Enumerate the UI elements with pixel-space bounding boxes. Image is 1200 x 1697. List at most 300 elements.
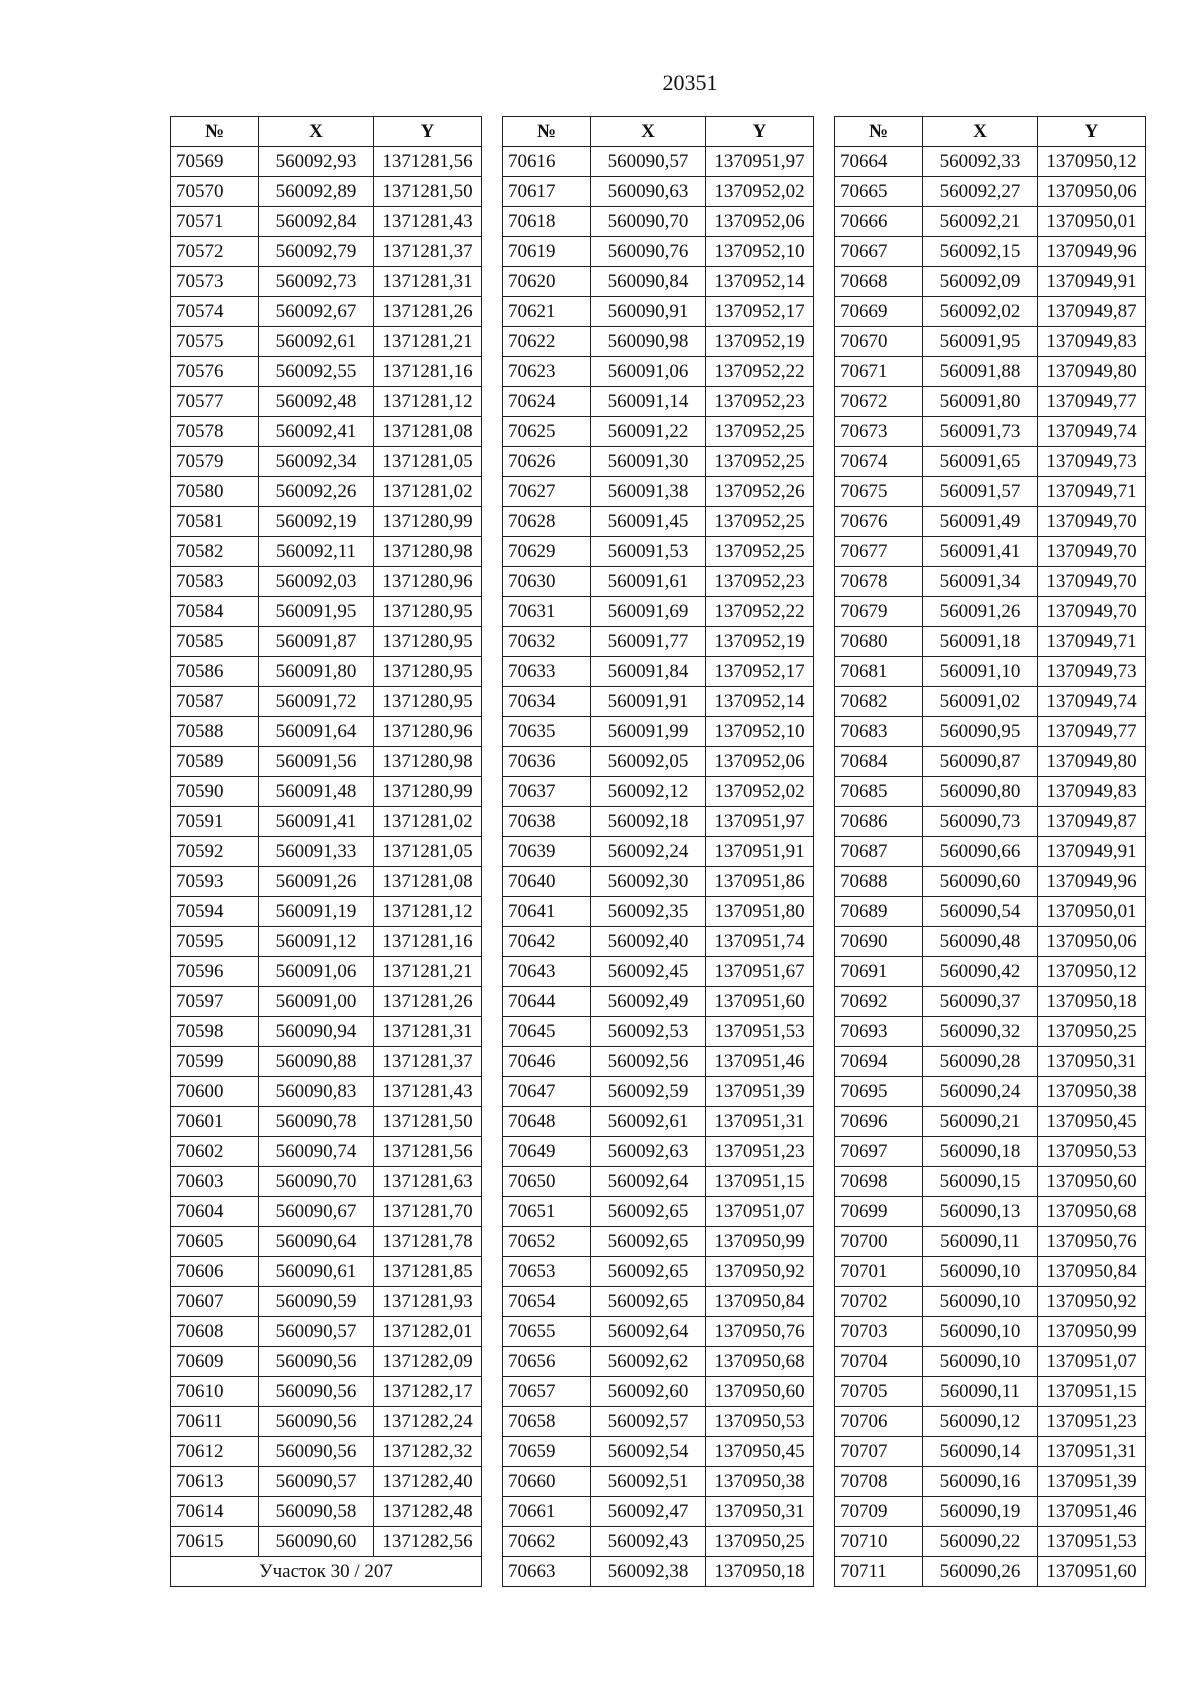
- table-row: [171, 627, 482, 657]
- table-row: [835, 957, 1146, 987]
- table-row: [171, 777, 482, 807]
- coord-y: 1371281,43: [374, 207, 482, 237]
- coord-x: 560092,65: [591, 1197, 706, 1227]
- coord-y: 1370950,18: [1038, 987, 1146, 1017]
- table-row: [171, 1017, 482, 1047]
- table-row: [835, 1527, 1146, 1557]
- table-row: [835, 807, 1146, 837]
- table-row: [835, 897, 1146, 927]
- point-number: 70589: [171, 747, 259, 777]
- coord-x: 560092,19: [259, 507, 374, 537]
- coord-y: 1371281,02: [374, 477, 482, 507]
- coord-x: 560092,27: [923, 177, 1038, 207]
- table-row: [503, 1257, 814, 1287]
- point-number: 70610: [171, 1377, 259, 1407]
- coord-y: 1370950,12: [1038, 147, 1146, 177]
- coord-x: 560092,67: [259, 297, 374, 327]
- coord-y: 1370950,01: [1038, 897, 1146, 927]
- coord-x: 560090,13: [923, 1197, 1038, 1227]
- coord-y: 1371282,09: [374, 1347, 482, 1377]
- header-x: X: [923, 117, 1038, 147]
- table-row: [503, 987, 814, 1017]
- coord-y: 1370952,25: [706, 537, 814, 567]
- coord-x: 560092,43: [591, 1527, 706, 1557]
- table-row: [835, 1287, 1146, 1317]
- table-row: [171, 147, 482, 177]
- coord-y: 1371281,21: [374, 327, 482, 357]
- table-row: [835, 1467, 1146, 1497]
- point-number: 70661: [503, 1497, 591, 1527]
- point-number: 70681: [835, 657, 923, 687]
- point-number: 70598: [171, 1017, 259, 1047]
- coord-x: 560090,24: [923, 1077, 1038, 1107]
- coord-x: 560091,45: [591, 507, 706, 537]
- table-row: [835, 1437, 1146, 1467]
- coord-y: 1371281,56: [374, 147, 482, 177]
- point-number: 70693: [835, 1017, 923, 1047]
- coord-x: 560091,41: [259, 807, 374, 837]
- coordinates-table-2: [502, 116, 814, 1587]
- table-row: [835, 567, 1146, 597]
- coord-x: 560092,40: [591, 927, 706, 957]
- coord-y: 1371281,16: [374, 927, 482, 957]
- table-row: [835, 1497, 1146, 1527]
- coord-x: 560092,02: [923, 297, 1038, 327]
- point-number: 70638: [503, 807, 591, 837]
- coord-x: 560092,61: [591, 1107, 706, 1137]
- point-number: 70577: [171, 387, 259, 417]
- coord-y: 1370950,53: [706, 1407, 814, 1437]
- coord-x: 560090,21: [923, 1107, 1038, 1137]
- coord-y: 1371280,95: [374, 597, 482, 627]
- point-number: 70621: [503, 297, 591, 327]
- point-number: 70575: [171, 327, 259, 357]
- point-number: 70623: [503, 357, 591, 387]
- table-row: [503, 1107, 814, 1137]
- table-header-row: [835, 117, 1146, 147]
- point-number: 70580: [171, 477, 259, 507]
- point-number: 70687: [835, 837, 923, 867]
- coord-y: 1370950,25: [706, 1527, 814, 1557]
- coord-x: 560090,11: [923, 1227, 1038, 1257]
- coord-y: 1370949,87: [1038, 297, 1146, 327]
- point-number: 70600: [171, 1077, 259, 1107]
- coord-x: 560090,37: [923, 987, 1038, 1017]
- coord-y: 1370952,19: [706, 627, 814, 657]
- coord-y: 1371282,01: [374, 1317, 482, 1347]
- coord-y: 1370949,87: [1038, 807, 1146, 837]
- coord-y: 1370950,76: [706, 1317, 814, 1347]
- coord-x: 560092,56: [591, 1047, 706, 1077]
- coord-y: 1371281,93: [374, 1287, 482, 1317]
- coord-y: 1370950,53: [1038, 1137, 1146, 1167]
- point-number: 70604: [171, 1197, 259, 1227]
- coord-x: 560091,10: [923, 657, 1038, 687]
- table-row: [171, 927, 482, 957]
- coord-x: 560091,41: [923, 537, 1038, 567]
- point-number: 70609: [171, 1347, 259, 1377]
- table-row: [171, 987, 482, 1017]
- point-number: 70584: [171, 597, 259, 627]
- table-row: [171, 1437, 482, 1467]
- coord-x: 560092,89: [259, 177, 374, 207]
- coord-x: 560090,56: [259, 1407, 374, 1437]
- coord-x: 560090,57: [259, 1467, 374, 1497]
- point-number: 70702: [835, 1287, 923, 1317]
- table-row: [503, 1077, 814, 1107]
- table-row: [503, 807, 814, 837]
- coord-x: 560090,19: [923, 1497, 1038, 1527]
- coordinates-table-3: [834, 116, 1146, 1587]
- table-row: [835, 417, 1146, 447]
- table-row: [171, 1107, 482, 1137]
- point-number: 70652: [503, 1227, 591, 1257]
- coord-y: 1370952,25: [706, 447, 814, 477]
- point-number: 70642: [503, 927, 591, 957]
- table-row: [171, 717, 482, 747]
- coord-y: 1370951,23: [706, 1137, 814, 1167]
- point-number: 70617: [503, 177, 591, 207]
- coord-y: 1370950,99: [706, 1227, 814, 1257]
- coord-y: 1370952,26: [706, 477, 814, 507]
- point-number: 70668: [835, 267, 923, 297]
- coord-x: 560090,91: [591, 297, 706, 327]
- table-row: [503, 1527, 814, 1557]
- coord-y: 1371282,32: [374, 1437, 482, 1467]
- point-number: 70612: [171, 1437, 259, 1467]
- point-number: 70627: [503, 477, 591, 507]
- point-number: 70593: [171, 867, 259, 897]
- point-number: 70660: [503, 1467, 591, 1497]
- coord-y: 1370952,22: [706, 357, 814, 387]
- coord-x: 560091,02: [923, 687, 1038, 717]
- coord-x: 560091,06: [591, 357, 706, 387]
- point-number: 70574: [171, 297, 259, 327]
- coord-y: 1370951,60: [1038, 1557, 1146, 1587]
- point-number: 70682: [835, 687, 923, 717]
- table-row: [171, 807, 482, 837]
- point-number: 70611: [171, 1407, 259, 1437]
- coord-y: 1370952,10: [706, 237, 814, 267]
- table-row: [171, 1497, 482, 1527]
- coord-y: 1371281,31: [374, 267, 482, 297]
- page-number: 20351: [662, 70, 718, 95]
- point-number: 70603: [171, 1167, 259, 1197]
- coord-y: 1370950,06: [1038, 927, 1146, 957]
- coord-x: 560092,55: [259, 357, 374, 387]
- coord-y: 1370951,53: [706, 1017, 814, 1047]
- coord-x: 560091,48: [259, 777, 374, 807]
- coord-x: 560090,80: [923, 777, 1038, 807]
- coord-x: 560092,79: [259, 237, 374, 267]
- table-row: [171, 687, 482, 717]
- coord-x: 560090,74: [259, 1137, 374, 1167]
- coord-y: 1370949,74: [1038, 687, 1146, 717]
- table-row: [503, 1047, 814, 1077]
- coord-y: 1370950,25: [1038, 1017, 1146, 1047]
- coord-x: 560091,19: [259, 897, 374, 927]
- coord-y: 1371282,24: [374, 1407, 482, 1437]
- coord-y: 1370950,60: [706, 1377, 814, 1407]
- coord-x: 560090,56: [259, 1437, 374, 1467]
- coord-y: 1371280,95: [374, 627, 482, 657]
- coord-x: 560091,84: [591, 657, 706, 687]
- table-row: [503, 327, 814, 357]
- coord-y: 1371281,12: [374, 387, 482, 417]
- point-number: 70680: [835, 627, 923, 657]
- table-row: [503, 387, 814, 417]
- table-row: [835, 597, 1146, 627]
- point-number: 70653: [503, 1257, 591, 1287]
- table-row: [835, 687, 1146, 717]
- point-number: 70706: [835, 1407, 923, 1437]
- point-number: 70587: [171, 687, 259, 717]
- coord-x: 560091,69: [591, 597, 706, 627]
- point-number: 70608: [171, 1317, 259, 1347]
- point-number: 70569: [171, 147, 259, 177]
- coord-y: 1370952,25: [706, 417, 814, 447]
- coord-y: 1370950,92: [706, 1257, 814, 1287]
- table-row: [835, 477, 1146, 507]
- point-number: 70686: [835, 807, 923, 837]
- coord-y: 1370951,23: [1038, 1407, 1146, 1437]
- coord-x: 560092,24: [591, 837, 706, 867]
- table-row: [835, 867, 1146, 897]
- table-row: [171, 1257, 482, 1287]
- point-number: 70654: [503, 1287, 591, 1317]
- point-number: 70698: [835, 1167, 923, 1197]
- point-number: 70665: [835, 177, 923, 207]
- point-number: 70631: [503, 597, 591, 627]
- table-header-row: [171, 117, 482, 147]
- point-number: 70630: [503, 567, 591, 597]
- coord-y: 1370951,31: [706, 1107, 814, 1137]
- table-row: [171, 747, 482, 777]
- point-number: 70602: [171, 1137, 259, 1167]
- coord-x: 560092,33: [923, 147, 1038, 177]
- coord-x: 560091,26: [923, 597, 1038, 627]
- table-row: [835, 447, 1146, 477]
- section-label: Участок 30 / 207: [171, 1557, 482, 1587]
- point-number: 70599: [171, 1047, 259, 1077]
- coord-x: 560090,48: [923, 927, 1038, 957]
- coord-x: 560092,54: [591, 1437, 706, 1467]
- coord-y: 1370951,80: [706, 897, 814, 927]
- point-number: 70641: [503, 897, 591, 927]
- coord-y: 1370951,07: [1038, 1347, 1146, 1377]
- coord-x: 560092,45: [591, 957, 706, 987]
- coord-y: 1371281,08: [374, 417, 482, 447]
- point-number: 70688: [835, 867, 923, 897]
- table-row: [835, 297, 1146, 327]
- table-row: [171, 1407, 482, 1437]
- coord-x: 560090,76: [591, 237, 706, 267]
- table-row: [503, 597, 814, 627]
- coord-x: 560090,88: [259, 1047, 374, 1077]
- coord-y: 1370949,77: [1038, 717, 1146, 747]
- point-number: 70581: [171, 507, 259, 537]
- point-number: 70648: [503, 1107, 591, 1137]
- table-row: [835, 1137, 1146, 1167]
- table-row: [503, 717, 814, 747]
- coord-y: 1370950,84: [706, 1287, 814, 1317]
- coord-y: 1370950,31: [1038, 1047, 1146, 1077]
- table-row: [503, 477, 814, 507]
- coord-x: 560090,12: [923, 1407, 1038, 1437]
- table-row: [503, 1017, 814, 1047]
- table-row: [835, 1317, 1146, 1347]
- coord-y: 1371281,43: [374, 1077, 482, 1107]
- coord-x: 560091,30: [591, 447, 706, 477]
- coord-y: 1371281,50: [374, 177, 482, 207]
- point-number: 70700: [835, 1227, 923, 1257]
- table-row: [835, 987, 1146, 1017]
- coord-y: 1370949,73: [1038, 447, 1146, 477]
- table-row: [171, 1227, 482, 1257]
- table-row: [835, 327, 1146, 357]
- coord-y: 1371281,78: [374, 1227, 482, 1257]
- coord-x: 560092,09: [923, 267, 1038, 297]
- header-x: X: [259, 117, 374, 147]
- point-number: 70571: [171, 207, 259, 237]
- point-number: 70592: [171, 837, 259, 867]
- table-row: [171, 567, 482, 597]
- coord-x: 560090,61: [259, 1257, 374, 1287]
- point-number: 70708: [835, 1467, 923, 1497]
- coord-y: 1371281,70: [374, 1197, 482, 1227]
- coord-x: 560091,91: [591, 687, 706, 717]
- table-row: [503, 1287, 814, 1317]
- table-row: [835, 267, 1146, 297]
- coord-y: 1370950,38: [1038, 1077, 1146, 1107]
- point-number: 70601: [171, 1107, 259, 1137]
- coord-x: 560092,65: [591, 1257, 706, 1287]
- point-number: 70667: [835, 237, 923, 267]
- coord-x: 560090,59: [259, 1287, 374, 1317]
- coord-x: 560090,54: [923, 897, 1038, 927]
- coord-y: 1370952,19: [706, 327, 814, 357]
- coord-x: 560092,03: [259, 567, 374, 597]
- coord-y: 1370949,80: [1038, 357, 1146, 387]
- point-number: 70643: [503, 957, 591, 987]
- coord-y: 1370950,31: [706, 1497, 814, 1527]
- point-number: 70662: [503, 1527, 591, 1557]
- coord-y: 1370951,15: [706, 1167, 814, 1197]
- coord-x: 560092,59: [591, 1077, 706, 1107]
- point-number: 70710: [835, 1527, 923, 1557]
- point-number: 70586: [171, 657, 259, 687]
- table-row: [171, 447, 482, 477]
- point-number: 70636: [503, 747, 591, 777]
- coord-x: 560092,35: [591, 897, 706, 927]
- coord-x: 560091,57: [923, 477, 1038, 507]
- point-number: 70704: [835, 1347, 923, 1377]
- coord-y: 1371282,17: [374, 1377, 482, 1407]
- table-row: [503, 1557, 814, 1587]
- coord-x: 560090,42: [923, 957, 1038, 987]
- coord-y: 1370952,23: [706, 387, 814, 417]
- point-number: 70683: [835, 717, 923, 747]
- coord-y: 1370952,06: [706, 207, 814, 237]
- coord-y: 1370950,99: [1038, 1317, 1146, 1347]
- coord-x: 560092,30: [591, 867, 706, 897]
- coord-x: 560092,63: [591, 1137, 706, 1167]
- coord-y: 1371282,48: [374, 1497, 482, 1527]
- coord-y: 1370952,25: [706, 507, 814, 537]
- coord-y: 1370949,70: [1038, 597, 1146, 627]
- table-row: [835, 1227, 1146, 1257]
- coord-y: 1371281,12: [374, 897, 482, 927]
- coord-x: 560091,22: [591, 417, 706, 447]
- point-number: 70684: [835, 747, 923, 777]
- coord-x: 560090,57: [259, 1317, 374, 1347]
- coord-x: 560091,87: [259, 627, 374, 657]
- coord-y: 1370952,02: [706, 177, 814, 207]
- coord-y: 1370951,39: [1038, 1467, 1146, 1497]
- coord-x: 560091,88: [923, 357, 1038, 387]
- table-row: [171, 537, 482, 567]
- coord-x: 560090,73: [923, 807, 1038, 837]
- coord-y: 1370951,91: [706, 837, 814, 867]
- table-row: [503, 237, 814, 267]
- point-number: 70625: [503, 417, 591, 447]
- point-number: 70709: [835, 1497, 923, 1527]
- coord-x: 560090,63: [591, 177, 706, 207]
- table-row: [835, 387, 1146, 417]
- table-row: [171, 357, 482, 387]
- point-number: 70594: [171, 897, 259, 927]
- coord-x: 560092,18: [591, 807, 706, 837]
- point-number: 70655: [503, 1317, 591, 1347]
- point-number: 70579: [171, 447, 259, 477]
- coord-x: 560090,95: [923, 717, 1038, 747]
- coord-x: 560090,56: [259, 1377, 374, 1407]
- point-number: 70690: [835, 927, 923, 957]
- point-number: 70634: [503, 687, 591, 717]
- coordinates-table-1: [170, 116, 482, 1587]
- coord-x: 560092,26: [259, 477, 374, 507]
- point-number: 70614: [171, 1497, 259, 1527]
- table-row: [835, 1167, 1146, 1197]
- coord-x: 560092,05: [591, 747, 706, 777]
- header-number: №: [171, 117, 259, 147]
- point-number: 70673: [835, 417, 923, 447]
- point-number: 70666: [835, 207, 923, 237]
- coord-y: 1370950,45: [1038, 1107, 1146, 1137]
- coord-y: 1370950,06: [1038, 177, 1146, 207]
- point-number: 70649: [503, 1137, 591, 1167]
- table-row: [503, 507, 814, 537]
- table-row: [835, 627, 1146, 657]
- coord-x: 560091,06: [259, 957, 374, 987]
- coord-x: 560091,95: [259, 597, 374, 627]
- point-number: 70576: [171, 357, 259, 387]
- header-number: №: [503, 117, 591, 147]
- coord-x: 560092,41: [259, 417, 374, 447]
- point-number: 70616: [503, 147, 591, 177]
- point-number: 70685: [835, 777, 923, 807]
- coord-x: 560090,15: [923, 1167, 1038, 1197]
- coord-x: 560092,84: [259, 207, 374, 237]
- point-number: 70613: [171, 1467, 259, 1497]
- point-number: 70637: [503, 777, 591, 807]
- coord-y: 1370951,46: [1038, 1497, 1146, 1527]
- coord-x: 560090,10: [923, 1257, 1038, 1287]
- table-row: [503, 627, 814, 657]
- coord-x: 560090,26: [923, 1557, 1038, 1587]
- coord-y: 1371281,08: [374, 867, 482, 897]
- point-number: 70583: [171, 567, 259, 597]
